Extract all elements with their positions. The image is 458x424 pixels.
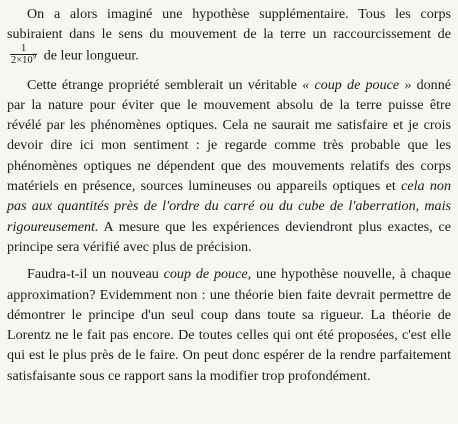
paragraph-coup-de-pouce	[7, 75, 451, 258]
paragraph-lorentz	[7, 264, 451, 386]
paragraph-coup-de-pouce-s3: donné par la nature pour éviter que le mouvement absolu de la terre puisse être révélé par les phénomènes optiques. Cela ne saurait me satisfaire et je crois devoir dire ici mon sentiment : je regarde comme très probable que les phénomènes optiques ne dépendent que des mouvements relatifs des corps matériels en présence, sources lumineuses ou appareils optiques et	[7, 76, 452, 195]
paragraph-coup-de-pouce-s4: cela non pas aux quantités près de l'ordre du carré ou du cube de l'aberration, mais rigoureusement.	[7, 178, 451, 235]
paragraph-coup-de-pouce-s1: Cette étrange propriété semblerait un véritable	[27, 76, 298, 93]
paragraph-hypothesis-text-after: de leur longueur.	[43, 47, 139, 64]
fraction-denominator-base: 2×10	[11, 54, 33, 66]
paragraph-coup-de-pouce-s5: A mesure que les expériences deviendront plus exactes, ce principe sera vérifié avec plus de précision.	[7, 218, 451, 255]
paragraph-coup-de-pouce-s2: « coup de pouce »	[302, 76, 412, 93]
contraction-fraction	[10, 43, 37, 66]
paragraph-lorentz-s2: coup de pouce,	[163, 266, 252, 283]
paragraph-hypothesis-text-before: On a alors imaginé une hypothèse supplémentaire. Tous les corps subiraient dans le sens du mouvement de la terre un raccourcissement de	[7, 6, 451, 43]
paragraph-hypothesis	[7, 4, 451, 68]
paragraph-lorentz-s3: une hypothèse nouvelle, à chaque approximation? Evidemment non : une théorie bien faite devrait permettre de démontrer le principe d'un seul coup dans toute sa rigueur. La théorie de Lorentz ne le fait pas encore. De toutes celles qui ont été proposées, c'est elle qui est le plus près de le faire. On peut donc espérer de la rendre parfaitement satisfaisante sous ce rapport sans la modifier trop profondément.	[7, 266, 451, 384]
paragraph-lorentz-s1: Faudra-t-il un nouveau	[27, 266, 159, 283]
fraction-denominator	[10, 52, 37, 66]
fraction-denominator-exponent: 9	[32, 52, 37, 61]
fraction-numerator: 1	[10, 43, 37, 55]
